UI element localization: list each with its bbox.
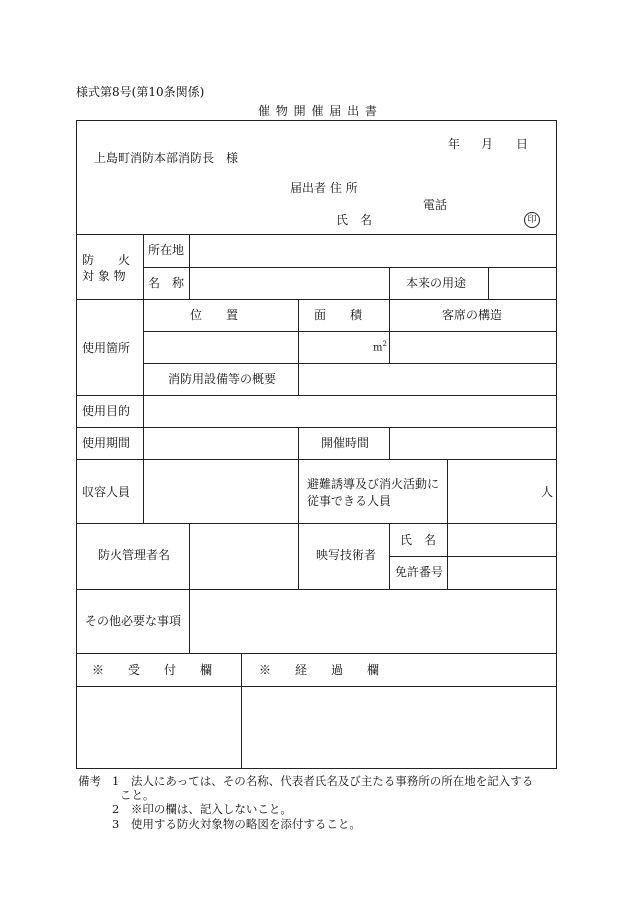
evacuation-staff-label-2: 従事できる人員: [307, 494, 392, 508]
license-number-field[interactable]: [448, 557, 556, 588]
progress-column-label: ※ 経 過 欄: [259, 663, 380, 677]
recipient: 上島町消防本部消防長 様: [94, 151, 239, 165]
date-year-label: 年: [448, 137, 461, 151]
fire-equipment-field[interactable]: [299, 364, 556, 394]
fire-object-label: 防 火: [82, 253, 131, 267]
period-field[interactable]: [144, 428, 297, 458]
location-label: 所在地: [148, 243, 185, 257]
area-field[interactable]: [299, 332, 388, 362]
seal-mark: 印: [524, 212, 540, 228]
notes-head: 備考: [78, 774, 101, 788]
other-matters-field[interactable]: [190, 590, 556, 652]
divider: [389, 523, 390, 589]
divider: [76, 299, 557, 300]
divider: [76, 653, 557, 654]
period-label: 使用期間: [82, 436, 131, 450]
capacity-label: 収容人員: [82, 485, 131, 499]
divider: [143, 234, 144, 299]
fire-manager-field[interactable]: [190, 524, 297, 588]
purpose-label: 使用目的: [82, 404, 131, 418]
divider: [241, 653, 242, 769]
position-label: 位 置: [190, 308, 239, 322]
form-title: 催 物 開 催 届 出 書: [258, 104, 378, 118]
applicant-address-label: 届出者 住 所: [290, 181, 358, 195]
technician-name-field[interactable]: [448, 524, 556, 555]
position-field[interactable]: [144, 332, 297, 362]
seat-structure-field[interactable]: [390, 332, 556, 362]
divider: [389, 267, 390, 299]
applicant-name-label: 氏 名: [336, 213, 373, 227]
note-item: 2 ※印の欄は、記入しないこと。: [112, 802, 292, 816]
original-use-field[interactable]: [489, 268, 556, 298]
phone-label: 電話: [423, 198, 448, 212]
purpose-field[interactable]: [144, 396, 556, 426]
note-item: こと。: [120, 788, 155, 802]
divider: [298, 523, 299, 589]
evacuation-staff-label: 避難誘導及び消火活動に: [307, 477, 440, 491]
area-label: 面 積: [314, 308, 363, 322]
divider: [298, 427, 299, 459]
note-item: 1 法人にあっては、その名称、代表者氏名及び主たる事務所の所在地を記入する: [112, 774, 534, 788]
form-number: 様式第8号(第10条関係): [76, 85, 205, 99]
object-name-field[interactable]: [190, 268, 388, 298]
fire-equipment-label: 消防用設備等の概要: [168, 372, 277, 386]
location-field[interactable]: [190, 235, 556, 266]
date-month-label: 月: [481, 137, 494, 151]
divider: [76, 686, 557, 687]
fire-manager-label: 防火管理者名: [98, 548, 171, 562]
area-unit: $m^2$: [373, 340, 387, 354]
usage-place-label: 使用箇所: [82, 341, 131, 355]
seat-structure-label: 客席の構造: [442, 308, 503, 322]
note-item: 3 使用する防火対象物の略図を添付すること。: [112, 817, 361, 831]
divider: [298, 459, 299, 523]
persons-unit: 人: [541, 485, 554, 499]
capacity-field[interactable]: [144, 460, 297, 522]
date-day-label: 日: [516, 137, 529, 151]
event-time-label: 開催時間: [321, 436, 370, 450]
event-time-field[interactable]: [390, 428, 556, 458]
evacuation-staff-field[interactable]: [448, 460, 556, 522]
object-name-label: 名 称: [148, 276, 185, 290]
other-matters-label: その他必要な事項: [85, 614, 182, 628]
original-use-label: 本来の用途: [406, 276, 467, 290]
technician-name-label: 氏 名: [400, 533, 437, 547]
fire-object-label-2: 対 象 物: [82, 269, 126, 283]
projection-technician-label: 映写技術者: [316, 548, 377, 562]
license-number-label: 免許番号: [395, 565, 444, 579]
reception-column-label: ※ 受 付 欄: [92, 663, 213, 677]
